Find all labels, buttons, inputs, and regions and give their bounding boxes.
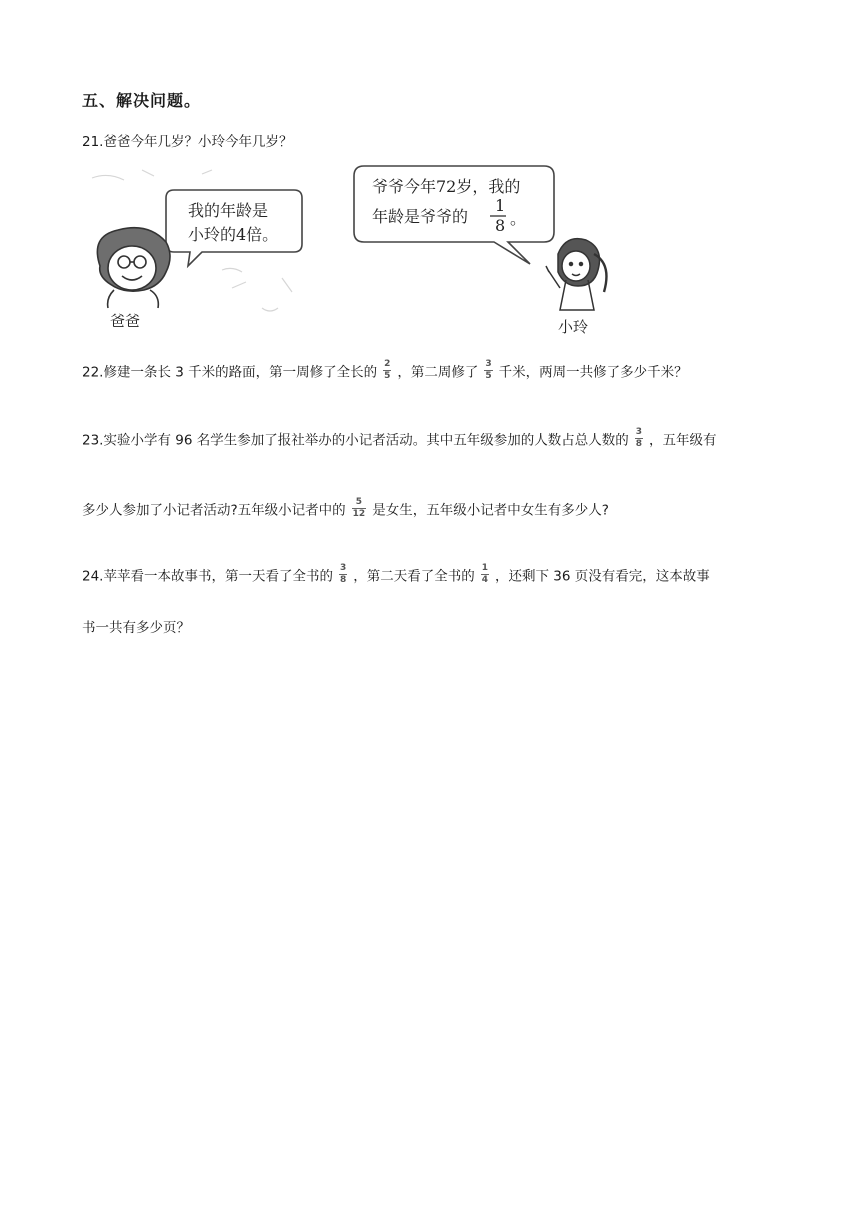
dad-bubble-line2: 小玲的4倍。: [188, 225, 279, 244]
girl-figure: [546, 239, 606, 310]
question-24-part3: ，还剩下 36 页没有看完，这本故事: [495, 568, 710, 585]
question-23-part2: ，五年级有: [649, 432, 717, 449]
dad-figure: [97, 228, 170, 308]
fraction-3-8: $\frac{3}{8}$: [635, 427, 642, 449]
girl-bubble-end: 。: [510, 209, 527, 228]
dad-label: 爸爸: [110, 312, 141, 330]
question-23-line2-part1: 多少人参加了小记者活动?五年级小记者中的: [82, 502, 346, 519]
fraction-3-8-b: $\frac{3}{8}$: [339, 563, 347, 585]
girl-label: 小玲: [558, 318, 589, 336]
girl-bubble-line2: 年龄是爷爷的: [372, 207, 469, 226]
question-21-text: 21.爸爸今年几岁？小玲今年几岁？: [82, 134, 293, 150]
question-24-part2: ，第二天看了全书的: [353, 568, 475, 585]
fraction-3-5: $\frac{3}{5}$: [485, 359, 492, 381]
question-22-part2: ，第二周修了: [397, 364, 479, 381]
girl-bubble-frac-den: 8: [495, 216, 506, 235]
question-23-line1: [82, 427, 717, 451]
question-22: [82, 359, 688, 383]
question-23-line2: [82, 497, 609, 521]
question-23-line2-part2: 是女生，五年级小记者中女生有多少人?: [372, 502, 609, 519]
question-22-part1: 22.修建一条长 3 千米的路面，第一周修了全长的: [82, 364, 378, 381]
girl-bubble-line1: 爷爷今年72岁，我的: [372, 177, 521, 196]
question-24-part1: 24.苹苹看一本故事书，第一天看了全书的: [82, 568, 333, 585]
girl-speech-bubble: [354, 166, 554, 264]
question-21-illustration: [82, 158, 622, 338]
question-24-line2: 书一共有多少页？: [82, 620, 190, 636]
fraction-5-12: $\frac{5}{12}$: [352, 497, 366, 519]
fraction-2-5: $\frac{2}{5}$: [384, 359, 391, 381]
question-22-part3: 千米，两周一共修了多少千米？: [498, 364, 688, 381]
question-24-line1: [82, 563, 710, 587]
dad-bubble-line1: 我的年龄是: [188, 201, 269, 220]
question-23-part1: 23.实验小学有 96 名学生参加了报社举办的小记者活动。其中五年级参加的人数占总人数的: [82, 432, 629, 449]
dad-speech-bubble: [166, 190, 302, 266]
girl-bubble-frac-num: 1: [495, 196, 506, 215]
fraction-1-4: $\frac{1}{4}$: [481, 563, 489, 585]
section-title: 五、解决问题。: [82, 91, 202, 110]
